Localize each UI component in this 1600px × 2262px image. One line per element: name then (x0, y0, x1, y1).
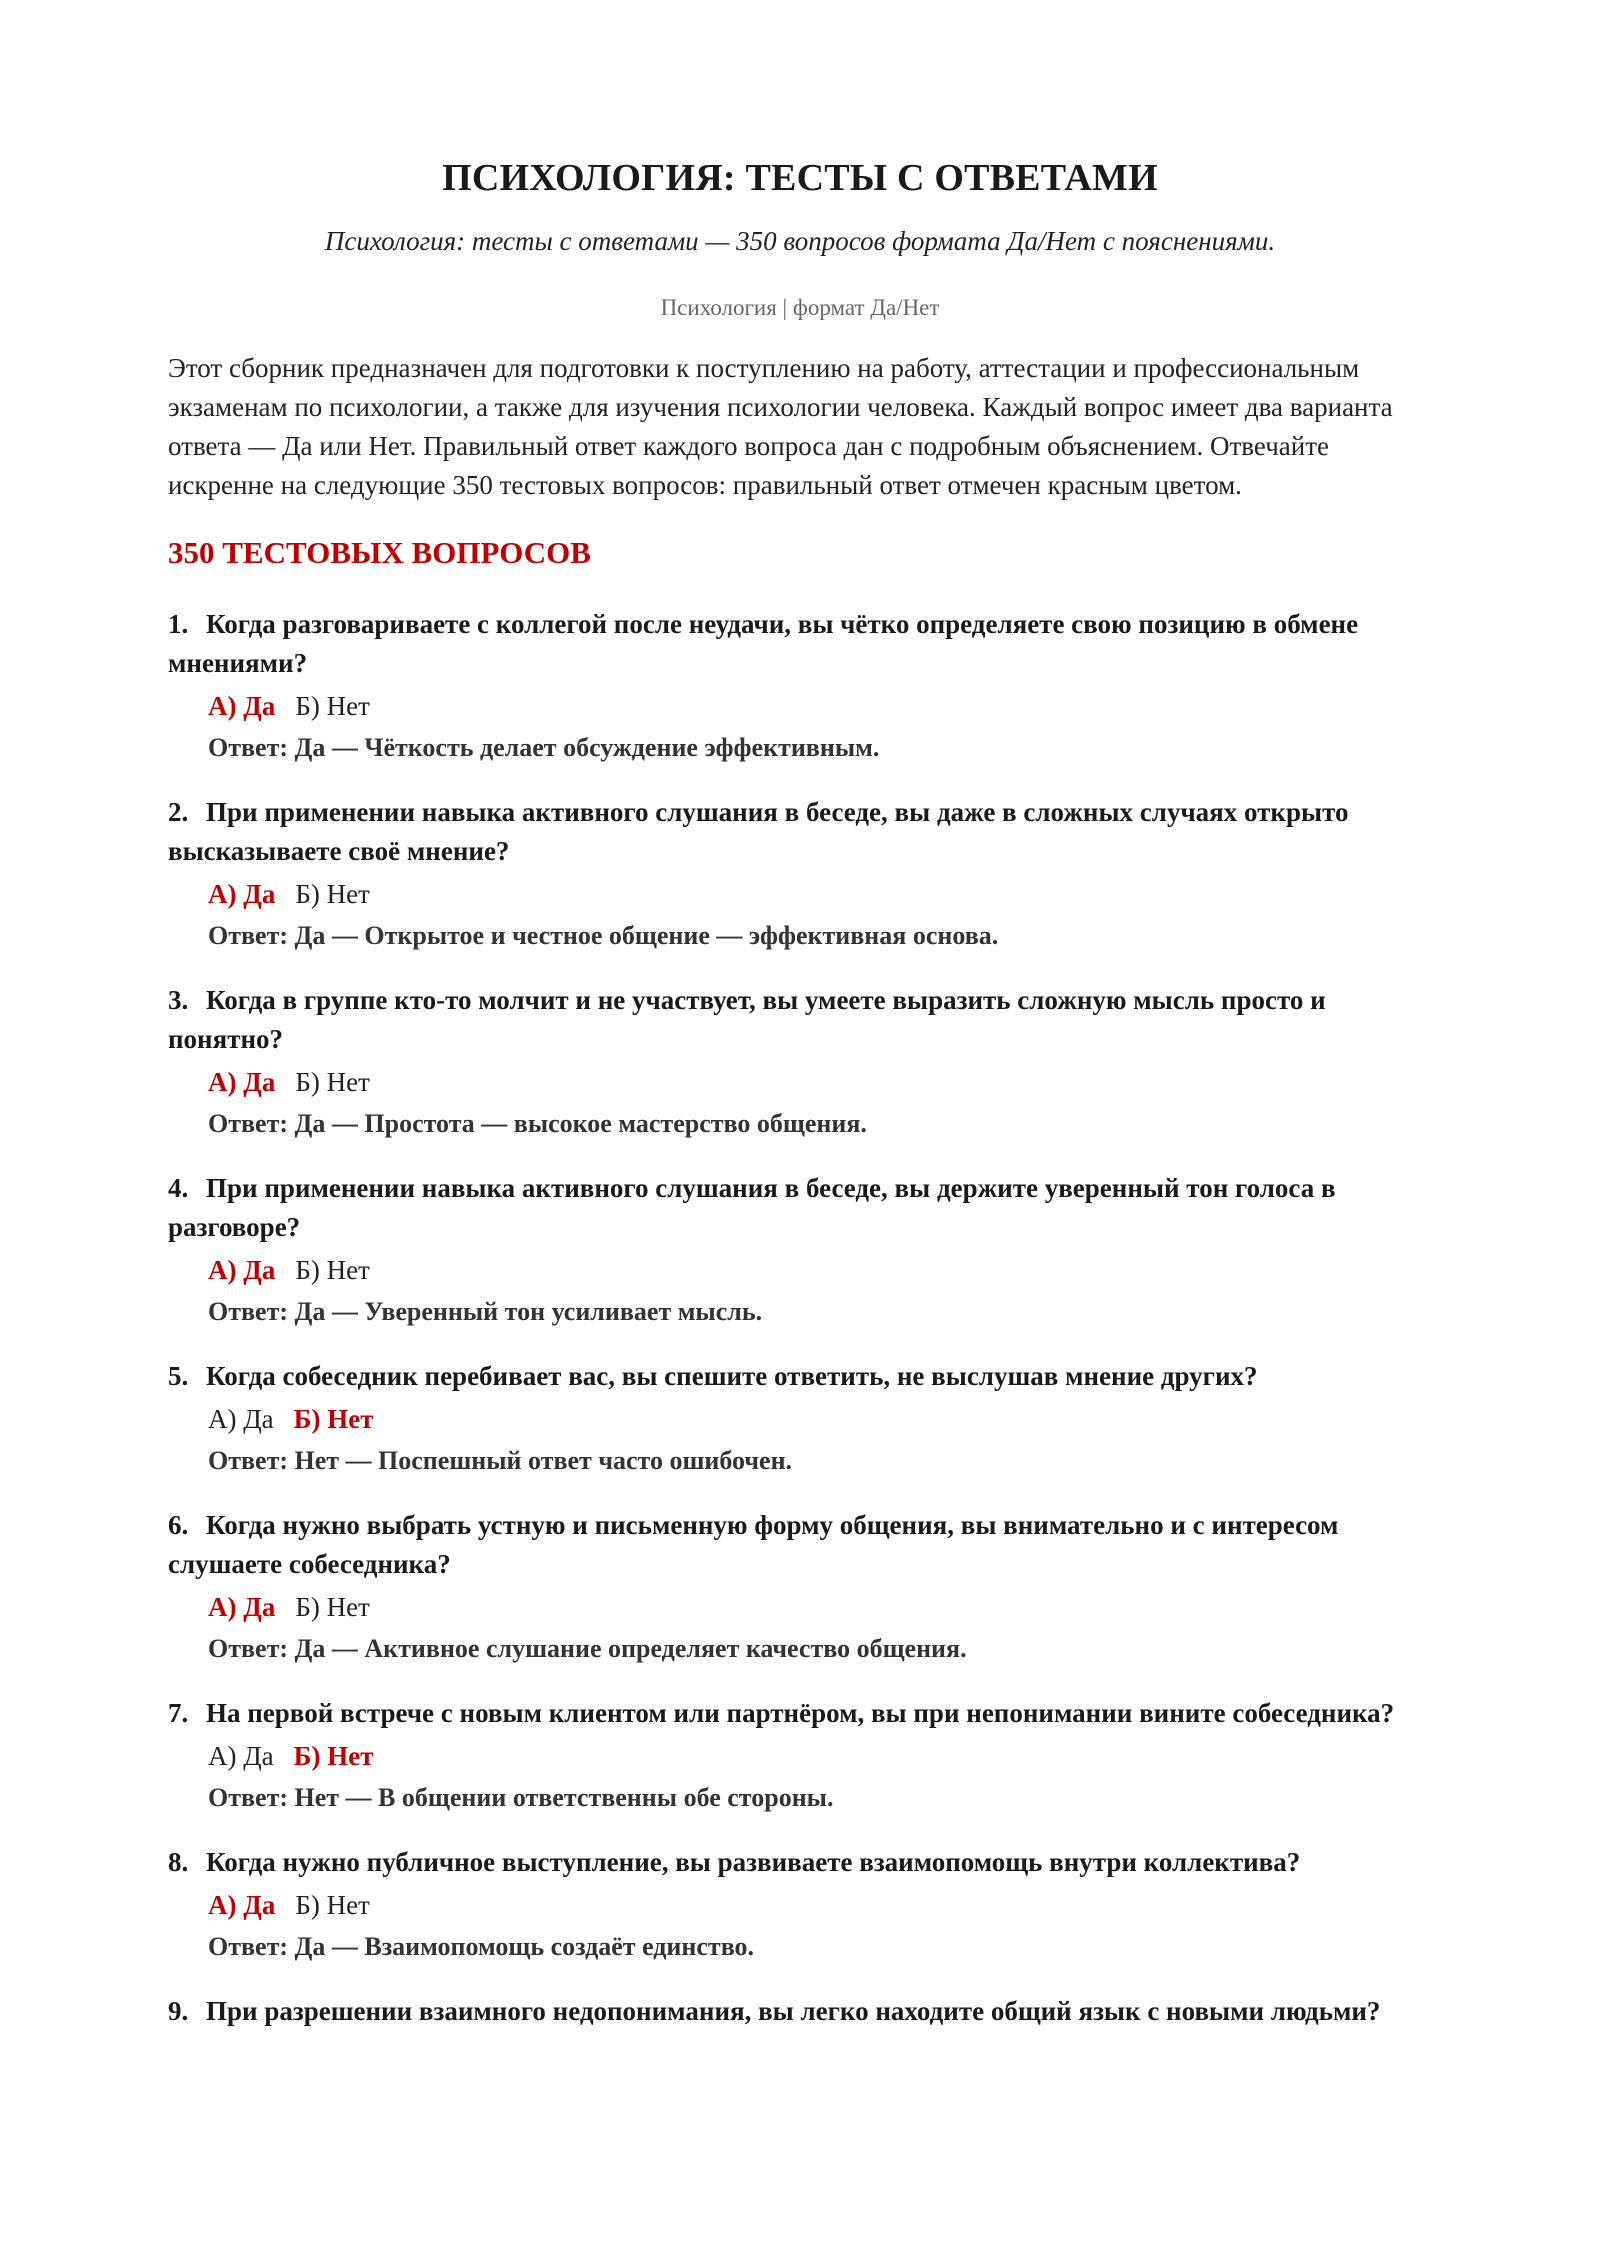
option-yes: А) Да (208, 1067, 276, 1097)
question-number: 1. (168, 609, 189, 639)
option-no: Б) Нет (295, 1592, 370, 1622)
question-text (168, 1357, 1432, 1396)
answer-explanation: Ответ: Да — Чёткость делает обсуждение эффективным. (208, 733, 880, 762)
question-text (168, 1843, 1432, 1882)
option-no: Б) Нет (293, 1404, 374, 1434)
option-no: Б) Нет (293, 1741, 374, 1771)
question-text (168, 793, 1432, 871)
document-meta: Психология | формат Да/Нет (660, 295, 940, 320)
question-number: 7. (168, 1698, 189, 1728)
page-subtitle: Психология: тесты с ответами — 350 вопросов формата Да/Нет с пояснениями. (324, 226, 1276, 256)
question-body: При применении навыка активного слушания в беседе, вы держите уверенный тон голоса в разговоре? (168, 1173, 1336, 1242)
question-text (168, 1694, 1432, 1733)
question-item (168, 1992, 1432, 2031)
question-item (168, 605, 1432, 769)
question-body: Когда в группе кто-то молчит и не участвует, вы умеете выразить сложную мысль просто и понятно? (168, 985, 1326, 1054)
question-item (168, 981, 1432, 1145)
page-title: ПСИХОЛОГИЯ: ТЕСТЫ С ОТВЕТАМИ (442, 157, 1158, 199)
option-no: Б) Нет (295, 1255, 370, 1285)
question-item (168, 793, 1432, 957)
question-number: 9. (168, 1996, 189, 2026)
question-body: На первой встрече с новым клиентом или партнёром, вы при непонимании вините собеседника? (206, 1698, 1395, 1728)
question-text (168, 1506, 1432, 1584)
question-number: 4. (168, 1173, 189, 1203)
option-no: Б) Нет (295, 879, 370, 909)
question-number: 6. (168, 1510, 189, 1540)
answer-options (168, 1398, 1432, 1440)
question-number: 2. (168, 797, 189, 827)
question-body: Когда нужно публичное выступление, вы развиваете взаимопомощь внутри коллектива? (206, 1847, 1301, 1877)
answer-explanation: Ответ: Да — Простота — высокое мастерство общения. (208, 1109, 867, 1138)
answer-explanation: Ответ: Да — Активное слушание определяет качество общения. (208, 1634, 967, 1663)
question-body: Когда собеседник перебивает вас, вы спешите ответить, не выслушав мнение других? (206, 1361, 1258, 1391)
answer-explanation: Ответ: Нет — В общении ответственны обе стороны. (208, 1783, 834, 1812)
intro-paragraph: Этот сборник предназначен для подготовки к поступлению на работу, аттестации и профессиональным экзаменам по психологии, а также для изучения психологии человека. Каждый вопрос имеет два варианта ответа — Да или Нет. Правильный ответ каждого вопроса дан с подробным объяснением. Отвечайте искренне на следующие 350 тестовых вопросов: правильный ответ отмечен красным цветом. (168, 353, 1393, 500)
question-item (168, 1843, 1432, 1968)
question-number: 3. (168, 985, 189, 1015)
option-no: Б) Нет (295, 1067, 370, 1097)
question-number: 8. (168, 1847, 189, 1877)
answer-explanation: Ответ: Да — Открытое и честное общение — эффективная основа. (208, 921, 999, 950)
answer-options (168, 873, 1432, 915)
option-yes: А) Да (208, 1741, 274, 1771)
option-no: Б) Нет (295, 1890, 370, 1920)
option-yes: А) Да (208, 1255, 276, 1285)
question-item (168, 1506, 1432, 1670)
answer-options (168, 1249, 1432, 1291)
question-text (168, 1992, 1432, 2031)
option-no: Б) Нет (295, 691, 370, 721)
option-yes: А) Да (208, 879, 276, 909)
question-body: При разрешении взаимного недопонимания, вы легко находите общий язык с новыми людьми? (206, 1996, 1381, 2026)
question-body: Когда разговариваете с коллегой после неудачи, вы чётко определяете свою позицию в обмене мнениями? (168, 609, 1359, 678)
option-yes: А) Да (208, 1404, 274, 1434)
answer-explanation: Ответ: Да — Уверенный тон усиливает мысль. (208, 1297, 763, 1326)
question-item (168, 1169, 1432, 1333)
question-number: 5. (168, 1361, 189, 1391)
option-yes: А) Да (208, 1890, 276, 1920)
answer-explanation: Ответ: Да — Взаимопомощь создаёт единство. (208, 1932, 755, 1961)
question-text (168, 605, 1432, 683)
answer-options (168, 685, 1432, 727)
question-list (168, 605, 1432, 2031)
question-item (168, 1357, 1432, 1482)
answer-options (168, 1884, 1432, 1926)
option-yes: А) Да (208, 1592, 276, 1622)
answer-options (168, 1061, 1432, 1103)
answer-options (168, 1586, 1432, 1628)
answer-explanation: Ответ: Нет — Поспешный ответ часто ошибочен. (208, 1446, 793, 1475)
question-text (168, 981, 1432, 1059)
question-body: Когда нужно выбрать устную и письменную форму общения, вы внимательно и с интересом слушаете собеседника? (168, 1510, 1339, 1579)
question-body: При применении навыка активного слушания в беседе, вы даже в сложных случаях открыто высказываете своё мнение? (168, 797, 1349, 866)
question-text (168, 1169, 1432, 1247)
answer-options (168, 1735, 1432, 1777)
section-heading: 350 ТЕСТОВЫХ ВОПРОСОВ (168, 535, 591, 570)
option-yes: А) Да (208, 691, 276, 721)
question-item (168, 1694, 1432, 1819)
